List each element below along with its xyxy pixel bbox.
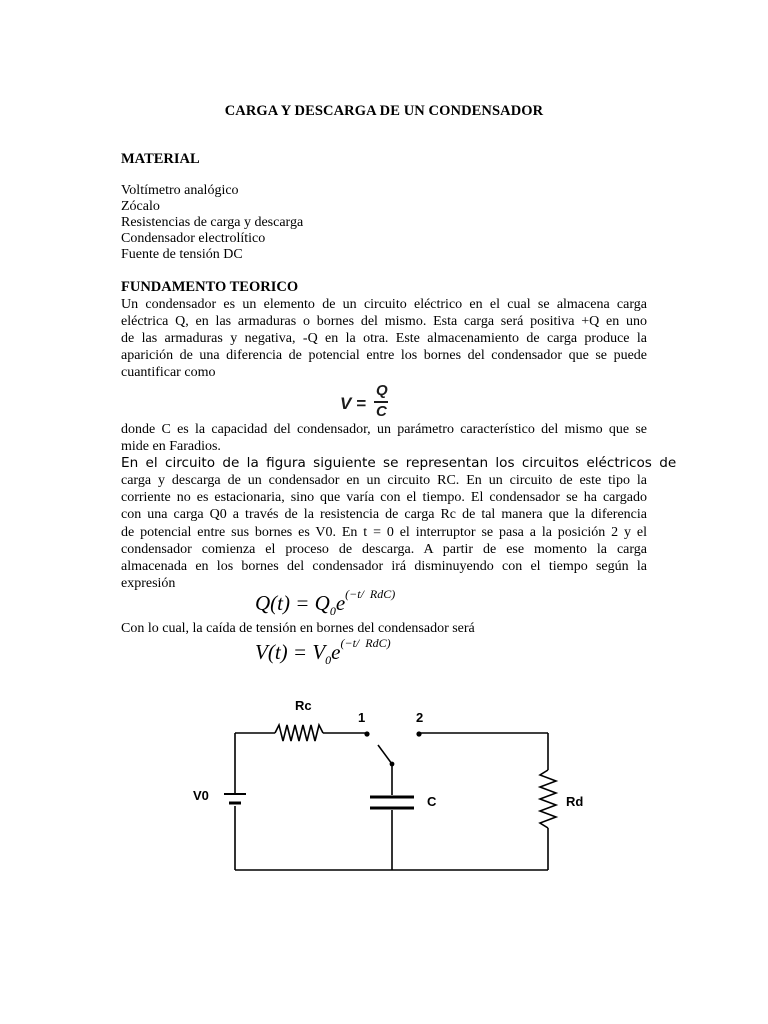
paragraph-circuito-rc: [121, 472, 647, 592]
text-line: cuantificar como: [121, 365, 216, 380]
material-item: Resistencias de carga y descarga: [121, 215, 304, 230]
text-line: condensador comienza el proceso de descarga. A partir de ese momento la carga: [121, 541, 647, 557]
text-line: corriente no es estacionaria, sino que varía con el tiempo. El condensador se ha cargado: [121, 490, 647, 506]
text-line: eléctrica Q, en las armaduras o bornes del mismo. Esta carga será positiva +Q en uno: [121, 314, 647, 329]
resistor-rd: [540, 770, 556, 828]
text-line: Un condensador es un elemento de un circuito eléctrico en el cual se almacena carga: [121, 297, 647, 312]
rc-circuit-diagram: [170, 690, 600, 890]
formula-q-t: $Q(t) = Q_0e^{(-t/ RdC)}$: [255, 587, 396, 619]
switch-contact-1: [364, 731, 369, 736]
label-v0: V0: [193, 788, 209, 803]
fundamento-heading: FUNDAMENTO TEORICO: [121, 279, 299, 295]
label-switch-1: 1: [358, 710, 366, 725]
switch-contact-2: [416, 731, 421, 736]
resistor-rc: [275, 725, 323, 741]
text-line: donde C es la capacidad del condensador, un parámetro característico del mismo que se: [121, 422, 647, 437]
label-rc: Rc: [295, 698, 312, 713]
label-c: C: [427, 794, 437, 809]
text-line: carga y descarga de un condensador en un circuito RC. En un circuito de este tipo la: [121, 473, 647, 488]
label-switch-2: 2: [416, 710, 424, 725]
switch-pivot: [390, 762, 395, 767]
text-line: mide en Faradios.: [121, 439, 221, 454]
paragraph-condensador: [121, 296, 647, 381]
text-line: aparición de una diferencia de potencial entre los bornes del condensador que se puede: [121, 348, 647, 363]
paragraph-caida-tension: Con lo cual, la caída de tensión en bornes del condensador será: [121, 621, 475, 636]
text-line: de las armaduras y negativa, -Q en la otra. Este almacenamiento de carga produce la: [121, 331, 647, 346]
switch-blade: [378, 745, 392, 764]
text-line: almacenada en los bornes del condensador irá disminuyendo con el tiempo según la: [121, 559, 647, 575]
material-item: Fuente de tensión DC: [121, 247, 243, 262]
text-line: con una carga Q0 a través de la resistencia de carga Rc de tal manera que la diferencia: [121, 507, 647, 523]
text-line: de potencial entre sus bornes es V0. En t = 0 el interruptor se pasa a la posición 2 y el: [121, 524, 647, 540]
material-item: Zócalo: [121, 199, 160, 214]
formula-v-t: $V(t) = V_0e^{(-t/ RdC)}$: [255, 636, 391, 668]
material-heading: MATERIAL: [121, 151, 200, 167]
document-title: CARGA Y DESCARGA DE UN CONDENSADOR: [224, 103, 544, 119]
paragraph-circuito-sans: En el circuito de la figura siguiente se representan los circuitos eléctricos de: [121, 455, 677, 471]
text-line: expresión: [121, 576, 176, 592]
paragraph-capacidad: [121, 421, 647, 455]
material-item: Condensador electrolítico: [121, 231, 266, 246]
label-rd: Rd: [566, 794, 584, 809]
material-item: Voltímetro analógico: [121, 183, 239, 198]
